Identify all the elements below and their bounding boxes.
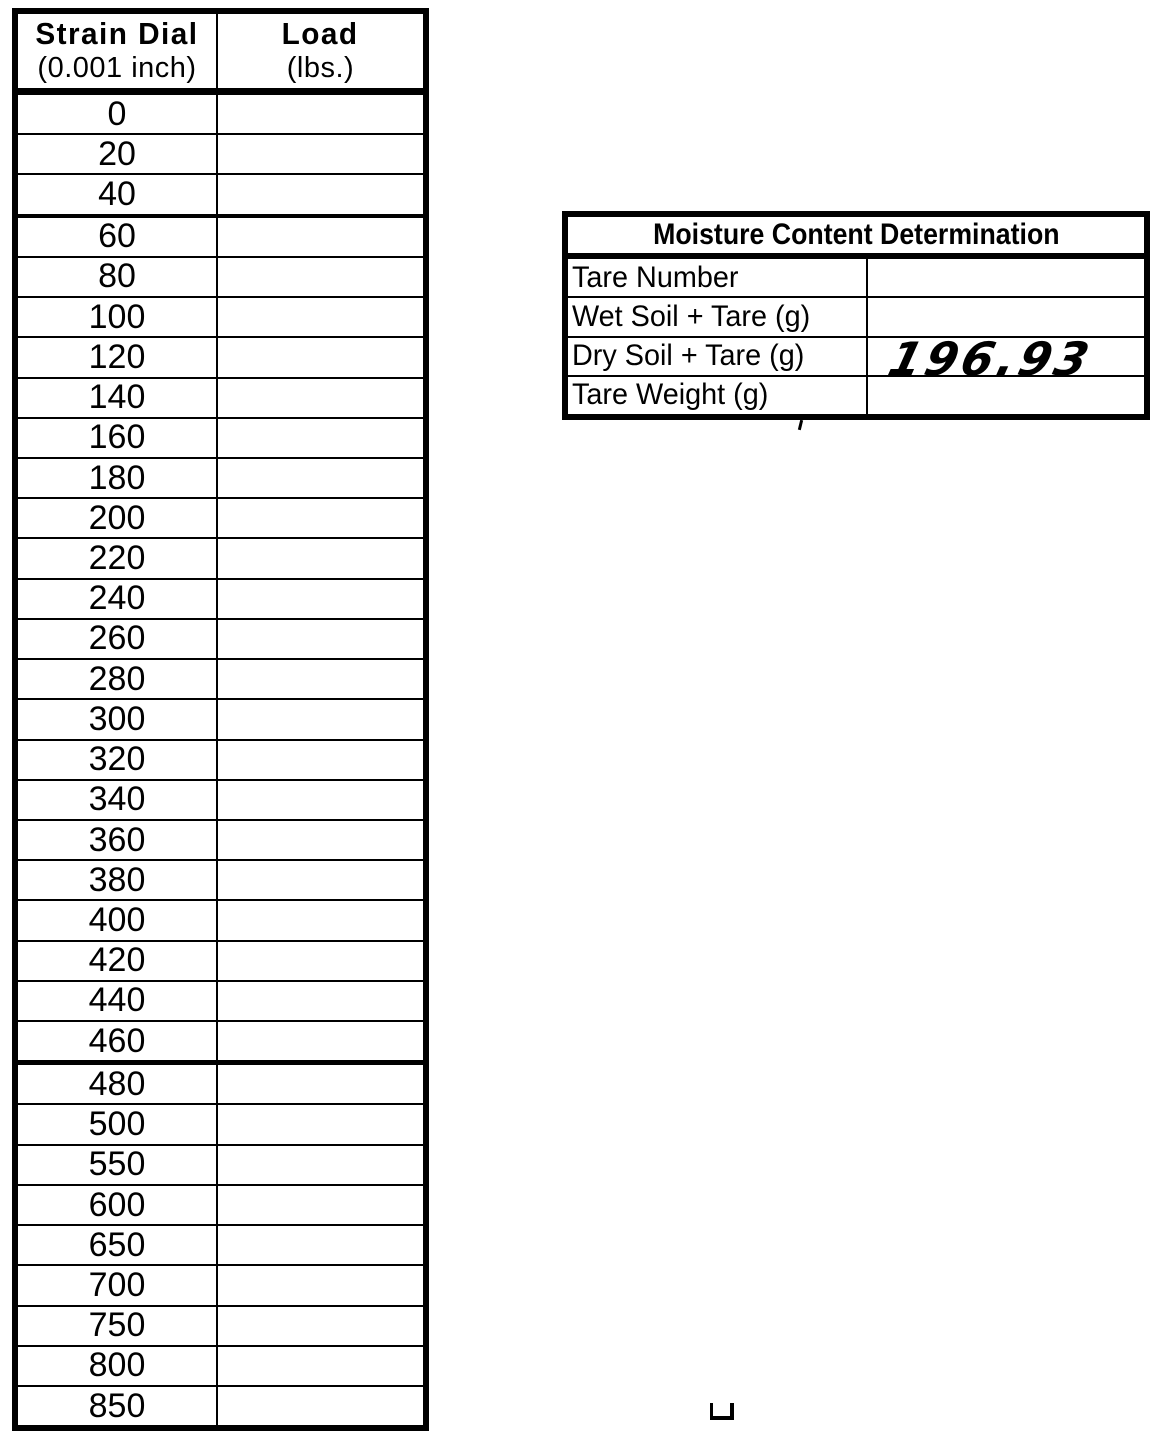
- strain-dial-cell: [18, 499, 218, 537]
- load-cell: [218, 781, 423, 819]
- load-cell: [218, 942, 423, 980]
- strain-load-table-row: [18, 620, 423, 660]
- strain-dial-cell: [18, 861, 218, 899]
- strain-dial-cell: [18, 338, 218, 376]
- strain-load-table-row: [18, 1065, 423, 1105]
- strain-dial-cell: [18, 982, 218, 1020]
- strain-dial-value: 750: [88, 1306, 146, 1345]
- strain-load-table-row: [18, 700, 423, 740]
- strain-load-table-row: [18, 821, 423, 861]
- strain-load-table-row: [18, 1022, 423, 1065]
- strain-dial-cell: [18, 781, 218, 819]
- strain-load-table-row: [18, 1105, 423, 1145]
- load-header-cell: [218, 14, 423, 88]
- moisture-content-table-row: [568, 259, 1144, 298]
- load-cell: [218, 298, 423, 336]
- strain-load-table-row: [18, 982, 423, 1022]
- strain-load-table-row: [18, 1387, 423, 1425]
- strain-dial-cell: [18, 1307, 218, 1345]
- strain-dial-value: 480: [88, 1064, 146, 1103]
- load-header-title: Load: [282, 16, 359, 52]
- stray-bracket-mark: [710, 1403, 734, 1420]
- load-cell: [218, 1065, 423, 1103]
- load-cell: [218, 982, 423, 1020]
- strain-dial-value: 400: [88, 900, 146, 939]
- strain-dial-cell: [18, 1105, 218, 1143]
- strain-dial-cell: [18, 419, 218, 457]
- moisture-row-label: Tare Number: [572, 260, 739, 294]
- strain-dial-cell: [18, 942, 218, 980]
- strain-dial-header-title: Strain Dial: [35, 16, 199, 52]
- strain-dial-cell: [18, 459, 218, 497]
- strain-dial-cell: [18, 1387, 218, 1425]
- load-cell: [218, 1022, 423, 1060]
- strain-load-table-row: [18, 1186, 423, 1226]
- strain-load-table-row: [18, 218, 423, 258]
- load-cell: [218, 95, 423, 133]
- strain-dial-cell: [18, 821, 218, 859]
- moisture-content-table-title: [568, 217, 1144, 259]
- strain-dial-cell: [18, 741, 218, 779]
- strain-dial-value: 240: [88, 579, 146, 618]
- moisture-content-table-row: [568, 331, 1144, 386]
- strain-dial-value: 650: [88, 1225, 146, 1264]
- strain-dial-value: 700: [88, 1265, 146, 1304]
- strain-load-table-body: [18, 95, 423, 1425]
- strain-load-table-row: [18, 95, 423, 135]
- strain-dial-cell: [18, 901, 218, 939]
- strain-load-table-row: [18, 1146, 423, 1186]
- strain-dial-value: 500: [88, 1105, 146, 1144]
- strain-dial-cell: [18, 379, 218, 417]
- strain-dial-value: 280: [88, 659, 146, 698]
- moisture-row-value-cell: [868, 259, 1144, 296]
- strain-load-table-row: [18, 1226, 423, 1266]
- strain-dial-value: 420: [88, 941, 146, 980]
- strain-dial-cell: [18, 1226, 218, 1264]
- moisture-row-label-cell: [568, 298, 868, 335]
- strain-dial-value: 100: [88, 297, 146, 336]
- strain-dial-cell: [18, 580, 218, 618]
- strain-dial-header-unit: (0.001 inch): [37, 52, 197, 85]
- moisture-content-table-body: [568, 259, 1144, 414]
- moisture-row-label: Wet Soil + Tare (g): [572, 299, 811, 333]
- strain-load-table-row: [18, 419, 423, 459]
- strain-dial-value: 80: [98, 257, 136, 296]
- load-cell: [218, 821, 423, 859]
- strain-dial-value: 220: [88, 539, 146, 578]
- strain-dial-value: 600: [88, 1185, 146, 1224]
- strain-load-table-row: [18, 175, 423, 217]
- moisture-content-title-text: Moisture Content Determination: [652, 218, 1060, 251]
- strain-dial-cell: [18, 175, 218, 213]
- strain-dial-value: 60: [98, 217, 136, 256]
- load-cell: [218, 620, 423, 658]
- strain-load-table-row: [18, 580, 423, 620]
- load-cell: [218, 1146, 423, 1184]
- strain-load-table-row: [18, 298, 423, 338]
- strain-dial-cell: [18, 1186, 218, 1224]
- strain-dial-value: 0: [107, 94, 127, 133]
- strain-dial-value: 340: [88, 780, 146, 819]
- load-cell: [218, 379, 423, 417]
- moisture-row-label: Dry Soil + Tare (g): [572, 339, 805, 373]
- load-cell: [218, 135, 423, 173]
- strain-dial-value: 550: [88, 1145, 146, 1184]
- strain-load-table-row: [18, 539, 423, 579]
- strain-dial-value: 260: [88, 619, 146, 658]
- load-cell: [218, 700, 423, 738]
- load-cell: [218, 741, 423, 779]
- strain-dial-cell: [18, 1146, 218, 1184]
- strain-dial-cell: [18, 1022, 218, 1060]
- strain-dial-cell: [18, 660, 218, 698]
- strain-load-table-row: [18, 781, 423, 821]
- strain-dial-cell: [18, 1347, 218, 1385]
- load-cell: [218, 338, 423, 376]
- strain-load-table-row: [18, 338, 423, 378]
- strain-load-table-row: [18, 901, 423, 941]
- load-cell: [218, 1105, 423, 1143]
- load-cell: [218, 1186, 423, 1224]
- load-cell: [218, 1387, 423, 1425]
- load-cell: [218, 539, 423, 577]
- stray-tick-mark: [798, 420, 803, 430]
- strain-load-table-row: [18, 1347, 423, 1387]
- strain-dial-cell: [18, 1065, 218, 1103]
- strain-dial-value: 180: [88, 458, 146, 497]
- strain-load-table-row: [18, 942, 423, 982]
- strain-dial-cell: [18, 258, 218, 296]
- strain-dial-cell: [18, 135, 218, 173]
- strain-load-table: [12, 8, 429, 1431]
- strain-load-table-row: [18, 499, 423, 539]
- strain-dial-value: 460: [88, 1021, 146, 1060]
- load-cell: [218, 660, 423, 698]
- moisture-content-table: [562, 211, 1150, 420]
- moisture-row-label-cell: [568, 259, 868, 296]
- load-cell: [218, 258, 423, 296]
- strain-dial-cell: [18, 620, 218, 658]
- strain-dial-cell: [18, 1266, 218, 1304]
- strain-dial-value: 850: [88, 1386, 146, 1425]
- load-cell: [218, 901, 423, 939]
- strain-dial-cell: [18, 700, 218, 738]
- load-cell: [218, 459, 423, 497]
- moisture-row-label: Tare Weight (g): [572, 378, 769, 412]
- strain-dial-value: 360: [88, 820, 146, 859]
- strain-load-table-row: [18, 459, 423, 499]
- load-cell: [218, 1226, 423, 1264]
- strain-load-table-row: [18, 135, 423, 175]
- strain-dial-cell: [18, 95, 218, 133]
- strain-dial-value: 40: [98, 175, 136, 214]
- strain-dial-value: 120: [88, 337, 146, 376]
- load-cell: [218, 419, 423, 457]
- moisture-row-value-cell: [868, 298, 1144, 335]
- strain-load-table-row: [18, 741, 423, 781]
- strain-load-table-header: [18, 14, 423, 95]
- strain-dial-cell: [18, 218, 218, 256]
- strain-dial-cell: [18, 298, 218, 336]
- strain-load-table-row: [18, 1266, 423, 1306]
- strain-dial-value: 140: [88, 378, 146, 417]
- load-cell: [218, 175, 423, 213]
- strain-dial-cell: [18, 539, 218, 577]
- strain-dial-value: 200: [88, 498, 146, 537]
- load-cell: [218, 1266, 423, 1304]
- strain-load-table-row: [18, 379, 423, 419]
- strain-load-table-row: [18, 861, 423, 901]
- strain-dial-value: 320: [88, 740, 146, 779]
- load-cell: [218, 499, 423, 537]
- load-cell: [218, 1347, 423, 1385]
- strain-load-table-row: [18, 258, 423, 298]
- strain-dial-header-cell: [18, 14, 218, 88]
- strain-dial-value: 800: [88, 1346, 146, 1385]
- strain-dial-value: 300: [88, 699, 146, 738]
- load-cell: [218, 218, 423, 256]
- strain-dial-value: 160: [88, 418, 146, 457]
- load-cell: [218, 1307, 423, 1345]
- strain-load-table-row: [18, 660, 423, 700]
- load-cell: [218, 580, 423, 618]
- moisture-row-value-cell: [868, 331, 1144, 386]
- strain-load-table-row: [18, 1307, 423, 1347]
- strain-dial-value: 20: [98, 134, 136, 173]
- strain-dial-value: 440: [88, 981, 146, 1020]
- load-cell: [218, 861, 423, 899]
- moisture-row-label-cell: [568, 377, 868, 414]
- strain-dial-value: 380: [88, 860, 146, 899]
- moisture-row-label-cell: [568, 338, 868, 375]
- moisture-row-handwritten-value: 196.93: [883, 331, 1099, 386]
- load-header-unit: (lbs.): [286, 52, 355, 85]
